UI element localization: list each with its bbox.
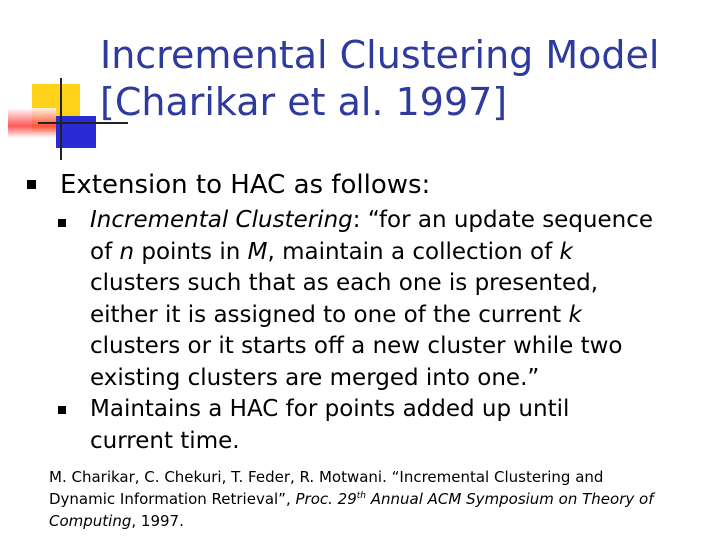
slide-title	[100, 32, 710, 126]
sub2-line-2: current time.	[90, 427, 240, 454]
sub1-line-2: of n points in M, maintain a collection of k	[90, 238, 573, 265]
decor-blue-square	[56, 116, 96, 148]
term-incremental-clustering: Incremental Clustering	[90, 207, 353, 233]
sub-bullet-maintains-hac	[90, 394, 702, 457]
ref-line-2: Dynamic Information Retrieval”, Proc. 29th Annual ACM Symposium on Theory of	[49, 490, 654, 508]
sub1-line-4: either it is assigned to one of the current k	[90, 301, 582, 328]
decor-vertical-line	[60, 78, 62, 160]
sub1-line-1: Incremental Clustering: “for an update sequence	[90, 207, 654, 233]
title-line-2: [Charikar et al. 1997]	[100, 80, 508, 124]
proceedings-name: Proc. 29th Annual ACM Symposium on Theory of	[295, 490, 654, 508]
sub2-line-1: Maintains a HAC for points added up until	[90, 396, 570, 422]
title-line-1: Incremental Clustering Model	[100, 33, 660, 77]
sub-bullet-incremental-clustering	[90, 205, 702, 394]
ref-line-1: M. Charikar, C. Chekuri, T. Feder, R. Motwani. “Incremental Clustering and	[49, 468, 604, 486]
sub1-line-5: clusters or it starts off a new cluster while two	[90, 333, 623, 359]
bullet-square-icon	[27, 180, 36, 189]
bullet-level1-text: Extension to HAC as follows:	[60, 170, 431, 200]
sub-bullet-square-icon	[58, 219, 66, 227]
sub1-line-6: existing clusters are merged into one.”	[90, 364, 540, 391]
sub-bullet-square-icon	[58, 406, 66, 414]
reference-citation	[49, 466, 709, 532]
ref-line-3: Computing, 1997.	[49, 512, 184, 530]
sub1-line-3: clusters such that as each one is presented,	[90, 270, 599, 296]
